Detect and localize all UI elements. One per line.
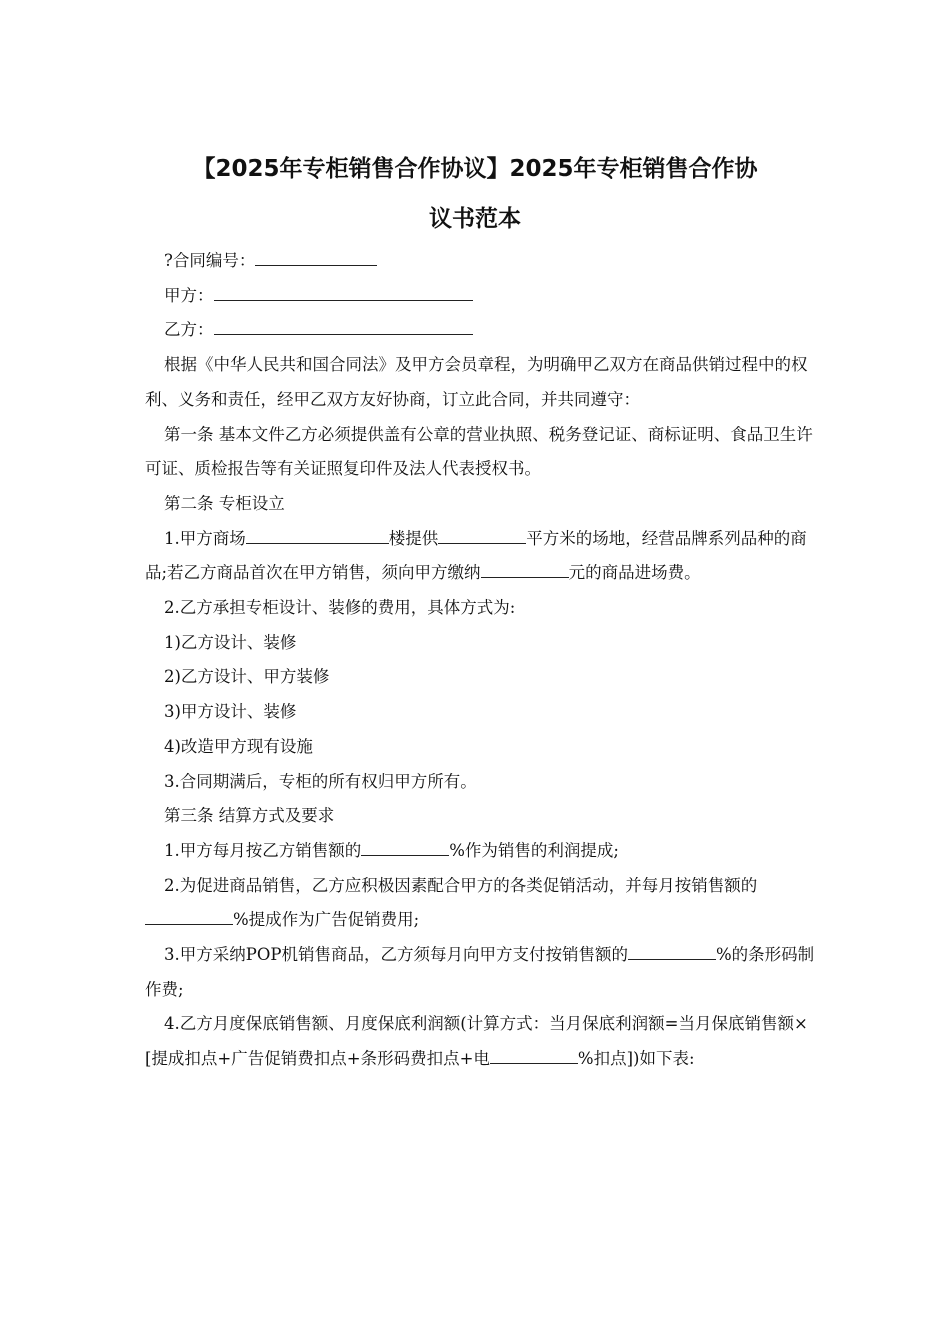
clause-text: %作为销售的利润提成; xyxy=(449,840,619,860)
option-2: 2)乙方设计、甲方装修 xyxy=(164,667,330,687)
clause-text: %扣点])如下表: xyxy=(577,1049,695,1069)
party-a-line xyxy=(145,279,825,314)
party-b-label: 乙方： xyxy=(164,320,214,340)
article-3-clause-4 xyxy=(145,1007,825,1076)
title-line-1: 【2025年专柜销售合作协议】2025年专柜销售合作协 xyxy=(192,156,758,182)
clause-text: 楼提供 xyxy=(388,528,439,548)
document-body xyxy=(145,244,825,1077)
clause-text: 3.甲方采纳POP机销售商品，乙方须每月向甲方支付按销售额的 xyxy=(164,945,628,965)
electric-rate-blank xyxy=(490,1045,578,1064)
article-3-clause-3 xyxy=(145,938,825,1007)
contract-number-line xyxy=(145,244,825,279)
fee-blank xyxy=(481,559,569,578)
article-3-clause-1 xyxy=(145,834,825,869)
clause-text: 元的商品进场费。 xyxy=(568,563,701,583)
barcode-rate-blank xyxy=(628,941,716,960)
party-a-blank xyxy=(214,282,473,301)
article-2-clause-2: 2.乙方承担专柜设计、装修的费用，具体方式为: xyxy=(164,598,516,618)
option-1: 1)乙方设计、装修 xyxy=(164,632,297,652)
party-b-line xyxy=(145,313,825,348)
clause-text: 平方米的场地，经营品牌系列品种的商品;若乙方商品首次在甲方销售，须向甲方缴纳 xyxy=(145,528,807,583)
profit-rate-blank xyxy=(361,837,449,856)
area-blank xyxy=(438,525,526,544)
contract-number-label: ?合同编号： xyxy=(164,251,256,270)
floor-blank xyxy=(246,525,389,544)
article-2-clause-3: 3.合同期满后，专柜的所有权归甲方所有。 xyxy=(164,771,477,791)
clause-text: %的条形码制作费; xyxy=(145,945,815,999)
article-1: 第一条 基本文件乙方必须提供盖有公章的营业执照、税务登记证、商标证明、食品卫生许可证、质检报告等有关证照复印件及法人代表授权书。 xyxy=(145,424,813,479)
party-a-label: 甲方： xyxy=(164,285,214,305)
article-3-clause-2 xyxy=(145,869,825,938)
article-2-clause-1 xyxy=(145,522,825,591)
option-3: 3)甲方设计、装修 xyxy=(164,702,297,722)
clause-text: 4.乙方月度保底销售额、月度保底利润额(计算方式：当月保底利润额=当月保底销售额×[提成扣点+广告促销费扣点+条形码费扣点+电 xyxy=(145,1014,808,1069)
contract-number-blank xyxy=(255,247,377,266)
option-4: 4)改造甲方现有设施 xyxy=(164,736,313,756)
document-title xyxy=(120,144,830,244)
article-3-title: 第三条 结算方式及要求 xyxy=(164,806,335,826)
clause-text: 1.甲方每月按乙方销售额的 xyxy=(164,840,362,860)
promo-rate-blank xyxy=(145,906,233,925)
article-2-title: 第二条 专柜设立 xyxy=(164,493,285,513)
clause-text: 2.为促进商品销售，乙方应积极因素配合甲方的各类促销活动，并每月按销售额的 xyxy=(164,875,758,895)
clause-text: 1.甲方商场 xyxy=(164,528,246,548)
title-line-2: 议书范本 xyxy=(429,206,521,232)
party-b-blank xyxy=(214,316,473,335)
intro-paragraph: 根据《中华人民共和国合同法》及甲方会员章程，为明确甲乙双方在商品供销过程中的权利、义务和责任，经甲乙双方友好协商，订立此合同，并共同遵守： xyxy=(145,355,808,409)
clause-text: %提成作为广告促销费用; xyxy=(233,910,420,930)
